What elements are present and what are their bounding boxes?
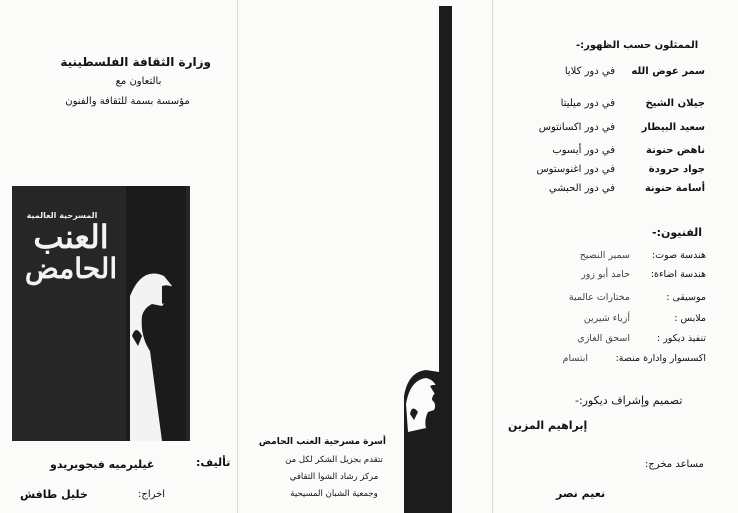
technician-role: هندسة اضاءة:: [650, 269, 706, 280]
technicians-heading: الفنيون:-: [652, 226, 703, 239]
tall-figure-icon: [392, 0, 462, 513]
poster-kicker: المسرحية العالمية: [26, 211, 98, 220]
role-name: في دور أيسوب: [552, 145, 615, 156]
actor-name: سمر عوض الله: [631, 66, 705, 77]
credits-line: تتقدم بجزيل الشكر لكل من: [285, 455, 383, 465]
credits-line: مركز رشاد الشوا الثقافي: [289, 472, 379, 482]
technician-row: [540, 250, 706, 266]
poster-title-line2: الحامض: [24, 252, 118, 285]
fold-line-1: [237, 0, 238, 513]
ministry-title: وزارة الثقافة الفلسطينية: [60, 55, 211, 69]
technician-name: حامد أبو زور: [581, 269, 630, 280]
role-name: في دور الحبشي: [548, 183, 615, 194]
actor-name: سعيد البيطار: [641, 122, 705, 133]
play-poster: [12, 186, 190, 441]
director-name: خليل طافش: [20, 488, 88, 501]
technician-row: [540, 313, 706, 329]
cast-row: [505, 98, 705, 114]
role-name: في دور اغنوستوس: [536, 164, 615, 175]
technician-role: موسيقى :: [666, 292, 706, 303]
actor-name: جواد حرودة: [648, 164, 705, 175]
technician-role: هندسة صوت:: [651, 250, 706, 261]
cast-row: [505, 145, 705, 161]
foundation-name: مؤسسة بسمة للثقافة والفنون: [65, 96, 190, 107]
technician-name: أزياء شيرين: [583, 313, 630, 324]
technician-row: [540, 269, 706, 285]
actor-name: ناهض حنونة: [646, 145, 705, 156]
decor-name: إبراهيم المزين: [508, 419, 588, 432]
director-label: اخراج:: [138, 489, 166, 500]
assistant-director-heading: مساعد مخرج:: [645, 459, 704, 470]
figure-silhouette-icon: [12, 186, 190, 441]
technician-name: اسحق الغازي: [577, 333, 630, 344]
technician-role: ملابس :: [674, 313, 706, 324]
technician-role: اكسسوار وادارة منصة:: [615, 353, 706, 364]
actor-name: أسامة حنونة: [644, 183, 705, 194]
cast-heading: الممثلون حسب الظهور:-: [576, 40, 699, 51]
technician-row: [540, 333, 706, 349]
technician-name: سمير النصيح: [579, 250, 630, 261]
decor-heading: تصميم وإشراف ديكور:-: [575, 394, 683, 407]
technician-name: ابتسام: [562, 353, 588, 364]
credits-title: أسرة مسرحية العنب الحامض: [258, 437, 386, 447]
cast-row: [505, 183, 705, 199]
poster-title-line1: العنب: [33, 218, 109, 256]
role-name: في دور كلايا: [564, 66, 615, 77]
fold-line-2: [492, 0, 493, 513]
role-name: في دور ميليتا: [560, 98, 615, 109]
actor-name: جيلان الشيخ: [645, 98, 705, 109]
technician-role: تنفيذ ديكور :: [656, 333, 706, 344]
cast-row: [505, 122, 705, 138]
author-label: تأليف:: [196, 456, 231, 469]
cooperation-text: بالتعاون مع: [115, 76, 162, 87]
cast-row: [505, 66, 705, 82]
cast-row: [505, 164, 705, 180]
role-name: في دور اكسانتوس: [538, 122, 615, 133]
credits-line: وجمعية الشبان المسيحية: [290, 489, 378, 499]
technician-name: مختارات عالمية: [568, 292, 630, 303]
author-name: غيليرميه فيجويريدو: [50, 458, 155, 471]
technician-row: [540, 292, 706, 308]
technician-row: [508, 353, 706, 369]
assistant-director-name: نعيم نصر: [556, 487, 606, 500]
